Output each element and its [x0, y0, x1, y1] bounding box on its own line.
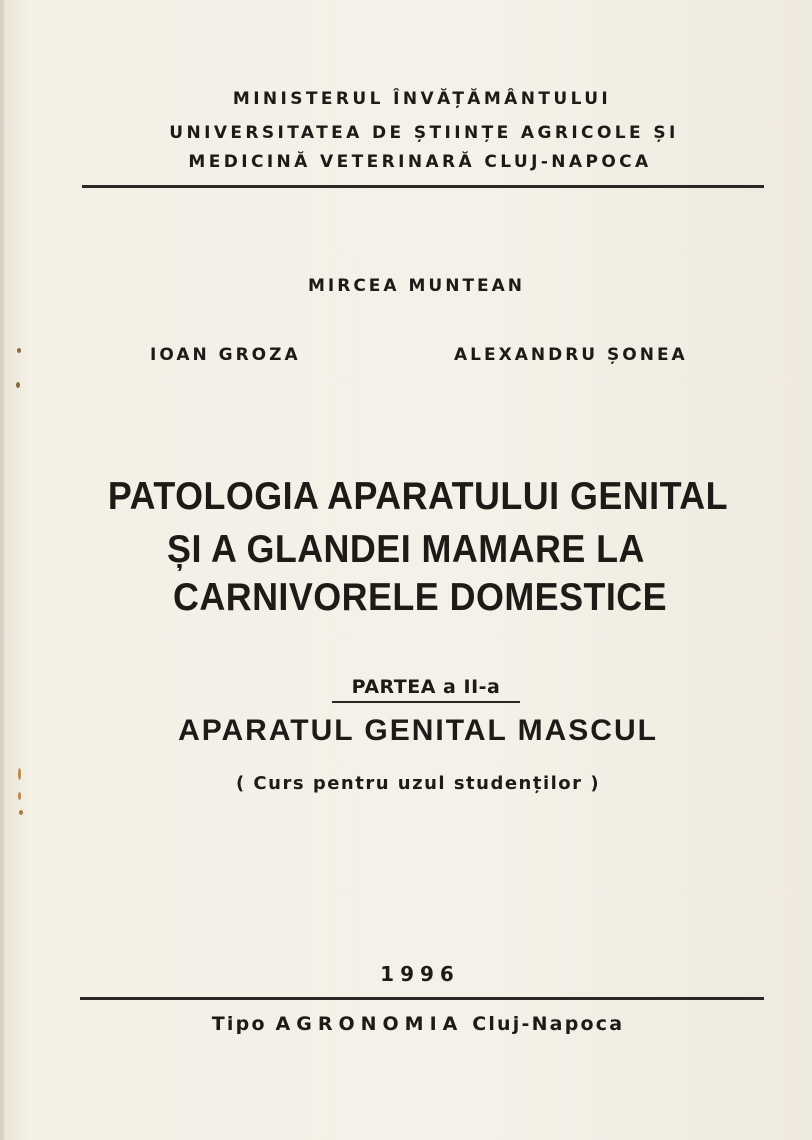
- ministry-name: MINISTERUL ÎNVĂȚĂMÂNTULUI: [232, 89, 612, 109]
- publication-year: 1996: [380, 962, 460, 986]
- paper-speck: [18, 768, 21, 780]
- book-title-line2: ȘI A GLANDEI MAMARE LA: [167, 528, 645, 571]
- paper-speck: [19, 810, 23, 815]
- part-label: PARTEA a II-a: [351, 676, 501, 698]
- book-title-line3: CARNIVORELE DOMESTICE: [172, 576, 668, 619]
- author-alexandru-sonea: ALEXANDRU ȘONEA: [454, 345, 688, 365]
- bottom-divider: [80, 997, 764, 1000]
- author-ioan-groza: IOAN GROZA: [150, 345, 301, 365]
- publisher-city: Cluj-Napoca: [472, 1013, 625, 1035]
- book-subtitle: APARATUL GENITAL MASCUL: [178, 714, 658, 747]
- paper-speck: [17, 348, 21, 353]
- publisher-name: AGRONOMIA: [275, 1013, 464, 1035]
- top-divider: [82, 185, 764, 188]
- paper-speck: [16, 382, 20, 388]
- publisher-line: [12, 1013, 812, 1035]
- university-name-line2: MEDICINĂ VETERINARĂ CLUJ-NAPOCA: [188, 152, 652, 172]
- publisher-prefix: Tipo: [211, 1013, 267, 1035]
- book-title-line1: PATOLOGIA APARATULUI GENITAL: [107, 475, 729, 518]
- part-underline: [332, 701, 520, 703]
- author-mircea-muntean: MIRCEA MUNTEAN: [308, 276, 526, 296]
- page-left-edge: [0, 0, 4, 1140]
- course-note: ( Curs pentru uzul studenților ): [235, 773, 601, 794]
- university-name-line1: UNIVERSITATEA DE ȘTIINȚE AGRICOLE ȘI: [169, 123, 679, 143]
- paper-speck: [18, 792, 21, 800]
